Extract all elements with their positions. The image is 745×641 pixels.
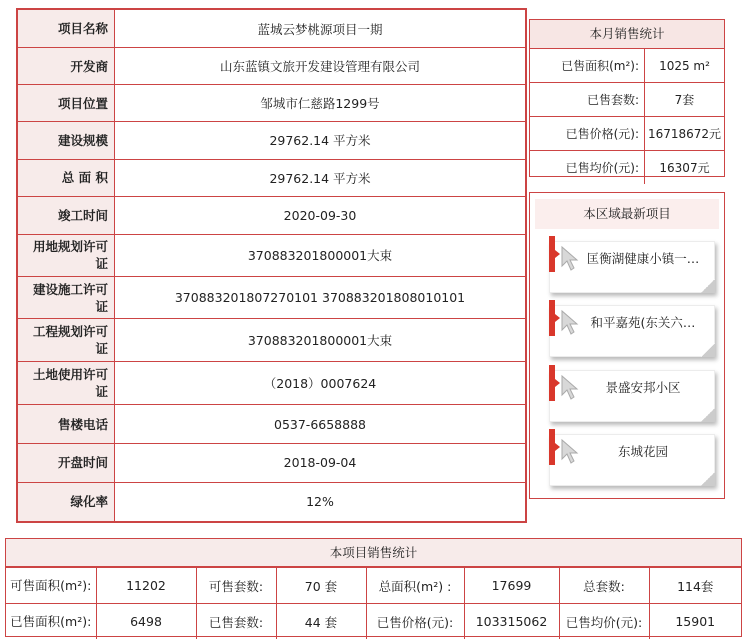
field-value: 邹城市仁慈路1299号 <box>115 85 526 122</box>
field-label: 项目名称 <box>18 10 115 48</box>
field-value: 12% <box>115 482 526 521</box>
field-label: 开发商 <box>18 48 115 85</box>
field-value: 2020-09-30 <box>115 196 526 234</box>
monthly-sales-panel <box>529 19 725 177</box>
page-fold <box>701 343 715 357</box>
table-row <box>18 319 526 362</box>
field-value: 山东蓝镇文旅开发建设管理有限公司 <box>115 48 526 85</box>
project-sales-title: 本项目销售统计 <box>6 539 741 567</box>
latest-project-name: 匡衡湖健康小镇一… <box>586 251 700 266</box>
stat-value: 15901 <box>649 604 741 640</box>
field-value: 370883201800001大束 <box>115 319 526 362</box>
latest-project-name: 东城花园 <box>617 444 668 459</box>
field-value: 29762.14 平方米 <box>115 122 526 159</box>
table-row <box>18 362 526 405</box>
table-row <box>18 48 526 85</box>
field-label: 建设规模 <box>18 122 115 159</box>
field-label: 总 面 积 <box>18 159 115 196</box>
field-value: 2018-09-04 <box>115 443 526 482</box>
latest-project-link[interactable] <box>549 305 715 357</box>
latest-project-name: 和平嘉苑(东关六… <box>590 315 696 330</box>
project-info-panel <box>16 8 527 523</box>
table-row <box>530 117 724 151</box>
page-fold <box>701 472 715 486</box>
field-value: 蓝城云梦桃源项目一期 <box>115 10 526 48</box>
field-value: 370883201800001大束 <box>115 234 526 276</box>
stat-value: 44 套 <box>276 604 366 640</box>
field-label: 竣工时间 <box>18 196 115 234</box>
field-label: 绿化率 <box>18 482 115 521</box>
flag-icon <box>549 429 555 465</box>
field-label: 用地规划许可证 <box>18 234 115 276</box>
table-row <box>18 159 526 196</box>
stat-value: 11202 <box>96 568 196 604</box>
field-label: 开盘时间 <box>18 443 115 482</box>
table-row <box>18 234 526 276</box>
table-row <box>18 10 526 48</box>
field-label: 售楼电话 <box>18 405 115 443</box>
stat-label: 总套数: <box>559 568 649 604</box>
latest-project-link[interactable] <box>549 370 715 422</box>
page-fold <box>701 408 715 422</box>
stat-value: 7套 <box>645 83 725 117</box>
table-row <box>530 49 724 83</box>
table-row <box>18 405 526 443</box>
latest-project-link[interactable] <box>549 241 715 293</box>
stat-label: 已售均价(元): <box>530 151 645 185</box>
page-fold <box>701 279 715 293</box>
latest-projects-panel <box>529 192 725 499</box>
stat-value: 70 套 <box>276 568 366 604</box>
project-sales-table <box>6 567 741 639</box>
stat-value: 6498 <box>96 604 196 640</box>
stat-label: 已售价格(元): <box>530 117 645 151</box>
latest-project-name: 景盛安邦小区 <box>605 380 681 395</box>
field-label: 土地使用许可证 <box>18 362 115 405</box>
monthly-sales-table <box>530 49 724 184</box>
field-value: 0537-6658888 <box>115 405 526 443</box>
table-row <box>18 85 526 122</box>
table-row <box>6 604 741 640</box>
field-label: 工程规划许可证 <box>18 319 115 362</box>
table-row <box>18 196 526 234</box>
stat-value: 103315062 <box>464 604 559 640</box>
stat-label: 可售套数: <box>196 568 276 604</box>
field-label: 项目位置 <box>18 85 115 122</box>
table-row <box>18 482 526 521</box>
field-value: （2018）0007624 <box>115 362 526 405</box>
stat-label: 已售面积(m²): <box>6 604 96 640</box>
stat-label: 已售价格(元): <box>366 604 464 640</box>
stat-label: 已售套数: <box>196 604 276 640</box>
table-row <box>530 83 724 117</box>
field-value: 29762.14 平方米 <box>115 159 526 196</box>
flag-icon <box>549 236 555 272</box>
latest-project-link[interactable] <box>549 434 715 486</box>
table-row <box>6 568 741 604</box>
field-value: 370883201807270101 370883201808010101 <box>115 277 526 319</box>
stat-value: 1025 m² <box>659 58 710 73</box>
stat-label: 已售套数: <box>530 83 645 117</box>
latest-projects-title: 本区域最新项目 <box>535 199 719 229</box>
stat-label: 可售面积(m²): <box>6 568 96 604</box>
monthly-sales-title: 本月销售统计 <box>530 20 724 49</box>
table-row <box>18 443 526 482</box>
table-row <box>18 122 526 159</box>
stat-value: 16718672元 <box>645 117 725 151</box>
stat-value: 16307元 <box>645 151 725 185</box>
table-row <box>18 277 526 319</box>
stat-value: 114套 <box>649 568 741 604</box>
table-row <box>530 151 724 185</box>
flag-icon <box>549 365 555 401</box>
project-info-table <box>17 9 526 522</box>
flag-icon <box>549 300 555 336</box>
stat-label: 已售均价(元): <box>559 604 649 640</box>
project-sales-panel <box>5 538 742 637</box>
field-label: 建设施工许可证 <box>18 277 115 319</box>
stat-value: 17699 <box>464 568 559 604</box>
stat-label: 总面积(m²) : <box>366 568 464 604</box>
stat-label: 已售面积(m²): <box>530 49 645 83</box>
